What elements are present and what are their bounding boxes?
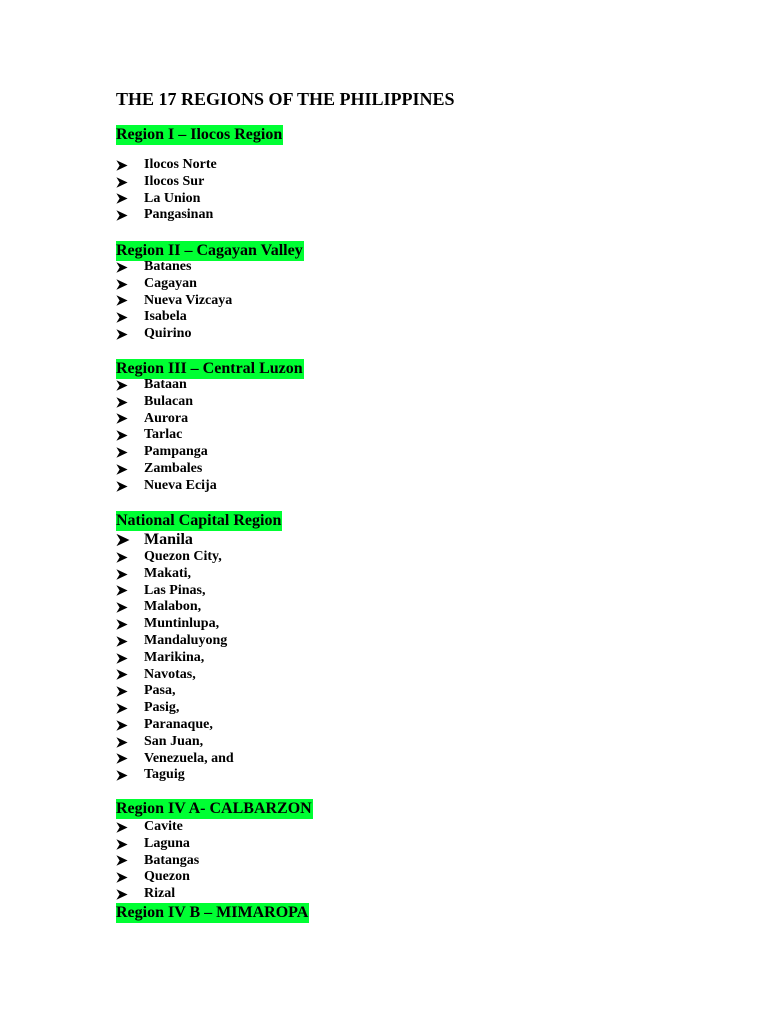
list-item: Cavite [116,819,516,836]
list-item: Isabela [116,309,516,326]
list-item: Ilocos Sur [116,174,516,191]
arrowhead-bullet-icon [116,530,130,549]
list-item: Malabon, [116,599,516,616]
list-item: Bataan [116,377,516,394]
arrowhead-bullet-icon [116,207,130,224]
list-item: Nueva Vizcaya [116,293,516,310]
list-item: Batangas [116,853,516,870]
arrowhead-bullet-icon [116,599,130,616]
region-section [116,903,516,923]
list-item: Paranaque, [116,717,516,734]
list-item: Quezon [116,869,516,886]
arrowhead-bullet-icon [116,394,130,411]
arrowhead-bullet-icon [116,616,130,633]
list-item: Pangasinan [116,207,516,224]
list-item: Bulacan [116,394,516,411]
province-list [116,259,516,343]
arrowhead-bullet-icon [116,683,130,700]
list-item: Quirino [116,326,516,343]
list-item: La Union [116,191,516,208]
arrowhead-bullet-icon [116,549,130,566]
arrowhead-bullet-icon [116,461,130,478]
arrowhead-bullet-icon [116,853,130,870]
arrowhead-bullet-icon [116,191,130,208]
arrowhead-bullet-icon [116,869,130,886]
arrowhead-bullet-icon [116,667,130,684]
list-item: Laguna [116,836,516,853]
list-item: Muntinlupa, [116,616,516,633]
list-item: Mandaluyong [116,633,516,650]
region-heading: Region IV B – MIMAROPA [116,904,309,921]
region-section [116,359,516,495]
list-item: Rizal [116,886,516,903]
arrowhead-bullet-icon [116,836,130,853]
list-item: Pampanga [116,444,516,461]
list-item: Ilocos Norte [116,157,516,174]
list-item: Navotas, [116,667,516,684]
city-list [116,530,516,784]
list-item: Marikina, [116,650,516,667]
region-heading: National Capital Region [116,512,282,529]
arrowhead-bullet-icon [116,444,130,461]
arrowhead-bullet-icon [116,157,130,174]
region-section [116,511,516,784]
arrowhead-bullet-icon [116,478,130,495]
list-item: Pasa, [116,683,516,700]
arrowhead-bullet-icon [116,819,130,836]
province-list [116,157,516,224]
province-list [116,377,516,495]
arrowhead-bullet-icon [116,411,130,428]
list-item: Las Pinas, [116,583,516,600]
arrowhead-bullet-icon [116,650,130,667]
arrowhead-bullet-icon [116,767,130,784]
arrowhead-bullet-icon [116,326,130,343]
region-heading: Region II – Cagayan Valley [116,242,303,259]
region-section [116,799,516,903]
province-list [116,819,516,903]
arrowhead-bullet-icon [116,700,130,717]
list-item: Makati, [116,566,516,583]
list-item: Aurora [116,411,516,428]
region-heading: Region IV A- CALBARZON [116,800,312,817]
list-item: Nueva Ecija [116,478,516,495]
arrowhead-bullet-icon [116,734,130,751]
list-item: Pasig, [116,700,516,717]
arrowhead-bullet-icon [116,886,130,903]
arrowhead-bullet-icon [116,427,130,444]
list-item: Quezon City, [116,549,516,566]
list-item: Taguig [116,767,516,784]
list-item: Cagayan [116,276,516,293]
arrowhead-bullet-icon [116,377,130,394]
list-item: Manila [116,530,516,549]
region-section [116,125,516,224]
arrowhead-bullet-icon [116,633,130,650]
arrowhead-bullet-icon [116,293,130,310]
document-title: THE 17 REGIONS OF THE PHILIPPINES [116,89,455,109]
arrowhead-bullet-icon [116,566,130,583]
list-item: Batanes [116,259,516,276]
arrowhead-bullet-icon [116,259,130,276]
arrowhead-bullet-icon [116,309,130,326]
list-item: Tarlac [116,427,516,444]
region-heading: Region I – Ilocos Region [116,126,283,143]
list-item: San Juan, [116,734,516,751]
list-item: Zambales [116,461,516,478]
arrowhead-bullet-icon [116,276,130,293]
region-heading: Region III – Central Luzon [116,360,303,377]
arrowhead-bullet-icon [116,174,130,191]
arrowhead-bullet-icon [116,583,130,600]
region-section [116,241,516,343]
list-item: Venezuela, and [116,751,516,768]
arrowhead-bullet-icon [116,717,130,734]
arrowhead-bullet-icon [116,751,130,768]
